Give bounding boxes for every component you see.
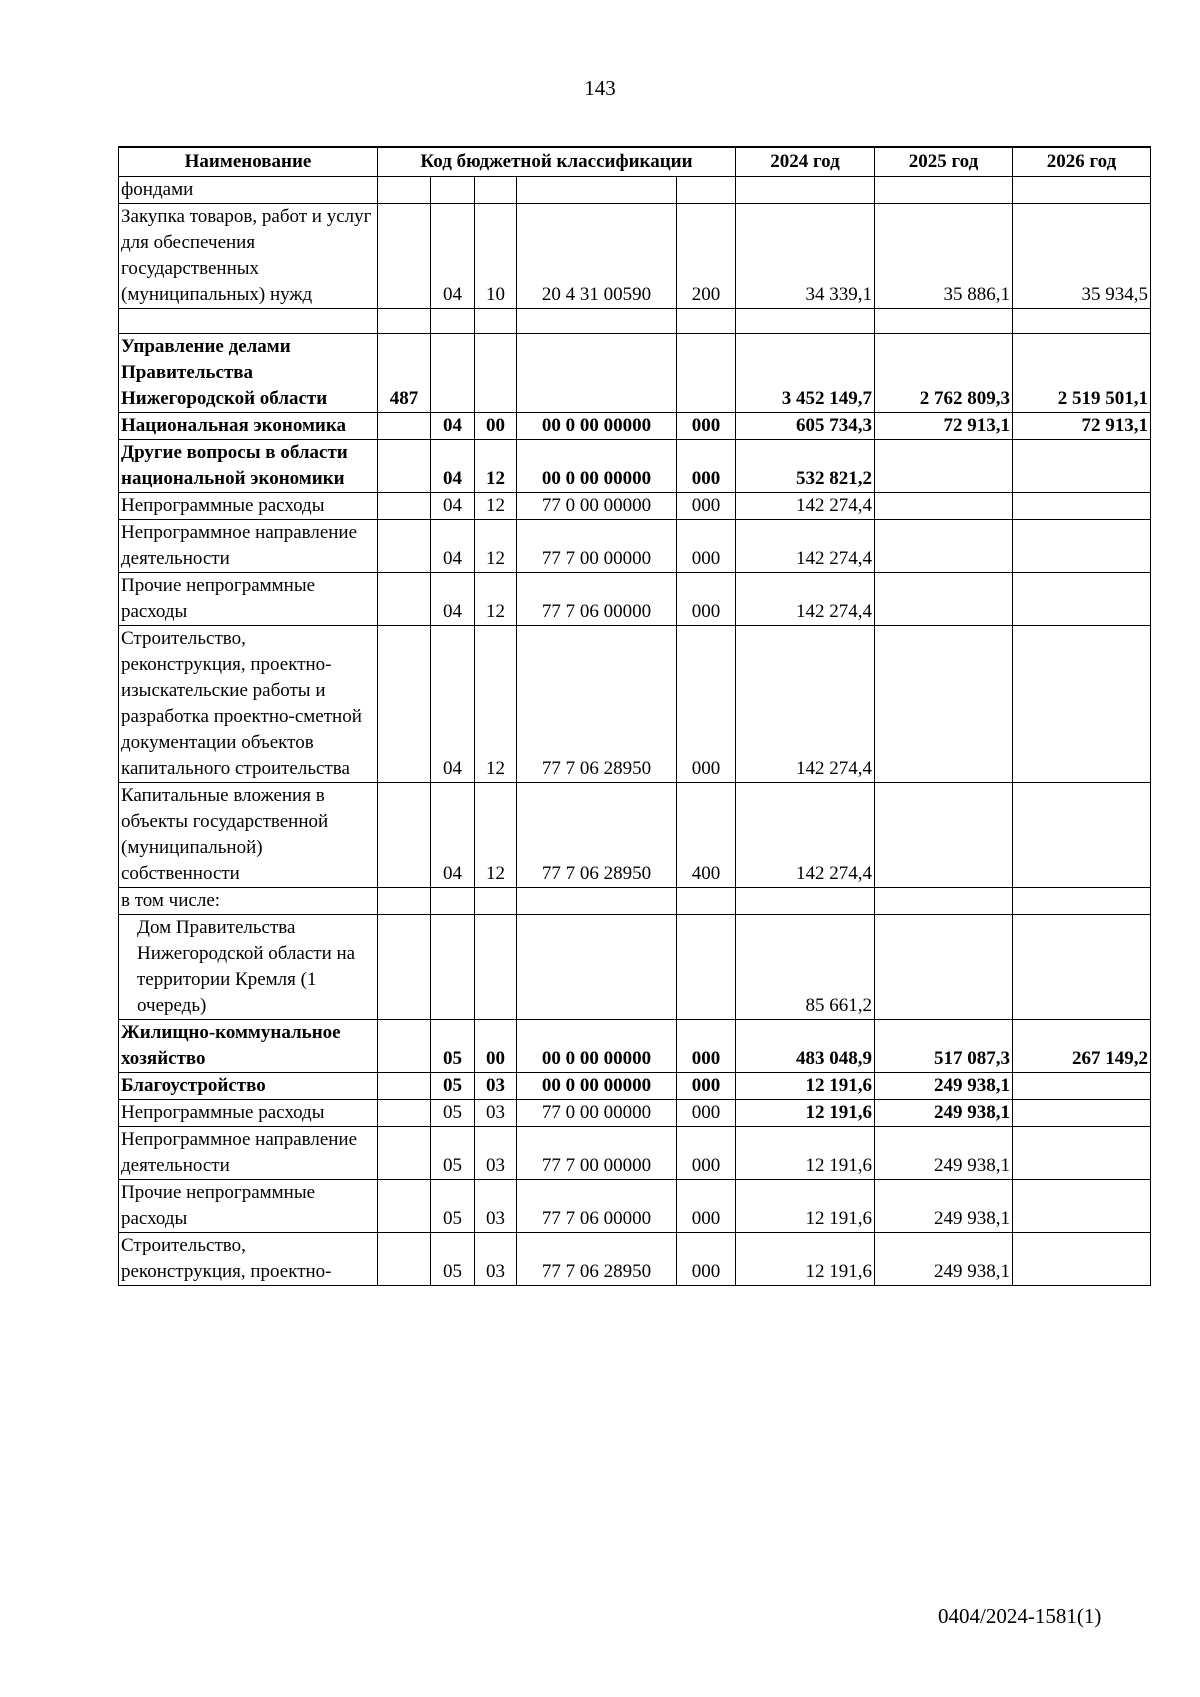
cell-y2024: 142 274,4: [736, 783, 875, 888]
cell-pr: 03: [475, 1127, 517, 1180]
cell-y2026: [1013, 1073, 1151, 1100]
cell-ved: 487: [378, 334, 431, 413]
cell-y2024: [736, 888, 875, 915]
cell-ved: [378, 915, 431, 1020]
cell-ved: [378, 413, 431, 440]
cell-y2025: [875, 177, 1013, 204]
cell-y2026: [1013, 1180, 1151, 1233]
cell-y2025: 2 762 809,3: [875, 334, 1013, 413]
table-row: [119, 1127, 1151, 1180]
cell-y2025: 249 938,1: [875, 1127, 1013, 1180]
table-row: [119, 783, 1151, 888]
cell-name: Дом Правительства Нижегородской области на территории Кремля (1 очередь): [119, 915, 378, 1020]
cell-rz: 04: [431, 520, 475, 573]
cell-y2026: [1013, 309, 1151, 334]
cell-y2025: 249 938,1: [875, 1073, 1013, 1100]
cell-y2024: 12 191,6: [736, 1073, 875, 1100]
table-row: [119, 204, 1151, 309]
cell-y2026: [1013, 493, 1151, 520]
cell-pr: 10: [475, 204, 517, 309]
cell-y2025: [875, 309, 1013, 334]
cell-csr: 00 0 00 00000: [517, 440, 677, 493]
cell-pr: [475, 309, 517, 334]
cell-ved: [378, 783, 431, 888]
header-2024: 2024 год: [736, 147, 875, 177]
cell-y2026: [1013, 1100, 1151, 1127]
cell-ved: [378, 520, 431, 573]
cell-vr: 400: [677, 783, 736, 888]
cell-pr: 00: [475, 413, 517, 440]
cell-ved: [378, 1073, 431, 1100]
cell-rz: [431, 177, 475, 204]
cell-csr: [517, 177, 677, 204]
cell-y2024: 605 734,3: [736, 413, 875, 440]
cell-y2025: [875, 915, 1013, 1020]
cell-pr: 12: [475, 520, 517, 573]
cell-rz: 05: [431, 1020, 475, 1073]
table-row: [119, 334, 1151, 413]
cell-y2026: [1013, 626, 1151, 783]
cell-ved: [378, 177, 431, 204]
header-code: Код бюджетной классификации: [378, 147, 736, 177]
cell-csr: [517, 334, 677, 413]
cell-name: Непрограммные расходы: [119, 1100, 378, 1127]
cell-pr: 03: [475, 1233, 517, 1286]
cell-y2025: [875, 783, 1013, 888]
cell-y2026: 2 519 501,1: [1013, 334, 1151, 413]
cell-y2026: 35 934,5: [1013, 204, 1151, 309]
cell-name: Непрограммное направление деятельности: [119, 520, 378, 573]
cell-csr: [517, 915, 677, 1020]
table-row: [119, 1020, 1151, 1073]
cell-csr: 77 7 06 00000: [517, 573, 677, 626]
cell-y2024: 3 452 149,7: [736, 334, 875, 413]
cell-y2026: [1013, 915, 1151, 1020]
cell-y2026: [1013, 573, 1151, 626]
cell-ved: [378, 440, 431, 493]
cell-pr: 12: [475, 573, 517, 626]
cell-y2025: [875, 888, 1013, 915]
cell-vr: 200: [677, 204, 736, 309]
cell-rz: [431, 309, 475, 334]
table-row: [119, 413, 1151, 440]
cell-ved: [378, 1127, 431, 1180]
cell-csr: 00 0 00 00000: [517, 413, 677, 440]
table-row: [119, 177, 1151, 204]
cell-pr: 12: [475, 783, 517, 888]
cell-y2026: 72 913,1: [1013, 413, 1151, 440]
cell-ved: [378, 1180, 431, 1233]
cell-y2025: [875, 520, 1013, 573]
cell-vr: [677, 915, 736, 1020]
cell-pr: [475, 888, 517, 915]
cell-y2026: 267 149,2: [1013, 1020, 1151, 1073]
cell-y2026: [1013, 520, 1151, 573]
cell-pr: 03: [475, 1180, 517, 1233]
cell-vr: [677, 309, 736, 334]
cell-vr: 000: [677, 1180, 736, 1233]
cell-y2024: 12 191,6: [736, 1127, 875, 1180]
cell-name: Благоустройство: [119, 1073, 378, 1100]
document-code: 0404/2024-1581(1): [938, 1604, 1102, 1628]
cell-csr: [517, 309, 677, 334]
cell-y2024: 12 191,6: [736, 1233, 875, 1286]
header-2025: 2025 год: [875, 147, 1013, 177]
cell-y2024: 142 274,4: [736, 520, 875, 573]
table-header-row: [119, 147, 1151, 177]
cell-pr: 12: [475, 493, 517, 520]
cell-name: Прочие непрограммные расходы: [119, 1180, 378, 1233]
cell-rz: 05: [431, 1233, 475, 1286]
cell-name: Капитальные вложения в объекты государственной (муниципальной) собственности: [119, 783, 378, 888]
cell-y2026: [1013, 783, 1151, 888]
cell-vr: 000: [677, 626, 736, 783]
cell-ved: [378, 573, 431, 626]
cell-y2024: 142 274,4: [736, 626, 875, 783]
cell-pr: 12: [475, 440, 517, 493]
cell-vr: 000: [677, 573, 736, 626]
cell-y2024: 142 274,4: [736, 573, 875, 626]
cell-rz: [431, 888, 475, 915]
cell-y2025: 517 087,3: [875, 1020, 1013, 1073]
cell-rz: 05: [431, 1127, 475, 1180]
cell-csr: 00 0 00 00000: [517, 1020, 677, 1073]
table-row: [119, 1233, 1151, 1286]
cell-rz: 04: [431, 626, 475, 783]
cell-pr: [475, 177, 517, 204]
cell-csr: 20 4 31 00590: [517, 204, 677, 309]
cell-vr: 000: [677, 1073, 736, 1100]
cell-y2025: 249 938,1: [875, 1100, 1013, 1127]
header-2026: 2026 год: [1013, 147, 1151, 177]
cell-rz: 04: [431, 204, 475, 309]
cell-rz: 05: [431, 1073, 475, 1100]
cell-name: Управление делами Правительства Нижегородской области: [119, 334, 378, 413]
cell-rz: 04: [431, 783, 475, 888]
cell-vr: 000: [677, 493, 736, 520]
cell-name: Строительство, реконструкция, проектно-изыскательские работы и разработка проектно-сметной документации объектов капитального строительства: [119, 626, 378, 783]
cell-ved: [378, 626, 431, 783]
cell-y2024: [736, 177, 875, 204]
budget-table: [118, 146, 1151, 1286]
cell-y2026: [1013, 177, 1151, 204]
cell-y2024: 532 821,2: [736, 440, 875, 493]
cell-name: Непрограммные расходы: [119, 493, 378, 520]
cell-ved: [378, 309, 431, 334]
cell-vr: 000: [677, 520, 736, 573]
cell-rz: [431, 334, 475, 413]
cell-vr: 000: [677, 440, 736, 493]
cell-pr: 03: [475, 1100, 517, 1127]
cell-name: Жилищно-коммунальное хозяйство: [119, 1020, 378, 1073]
cell-y2024: 12 191,6: [736, 1100, 875, 1127]
cell-vr: [677, 334, 736, 413]
cell-name: в том числе:: [119, 888, 378, 915]
cell-y2025: [875, 626, 1013, 783]
cell-ved: [378, 888, 431, 915]
cell-csr: 00 0 00 00000: [517, 1073, 677, 1100]
cell-ved: [378, 204, 431, 309]
cell-y2024: 142 274,4: [736, 493, 875, 520]
cell-rz: 04: [431, 573, 475, 626]
cell-vr: 000: [677, 1127, 736, 1180]
cell-name: Национальная экономика: [119, 413, 378, 440]
cell-ved: [378, 493, 431, 520]
table-row: [119, 626, 1151, 783]
cell-y2024: 34 339,1: [736, 204, 875, 309]
cell-pr: [475, 915, 517, 1020]
table-row: [119, 573, 1151, 626]
cell-y2026: [1013, 440, 1151, 493]
table-row: [119, 440, 1151, 493]
table-row: [119, 493, 1151, 520]
cell-y2026: [1013, 888, 1151, 915]
table-row: [119, 1180, 1151, 1233]
cell-csr: 77 7 00 00000: [517, 1127, 677, 1180]
cell-y2025: [875, 493, 1013, 520]
cell-name: Непрограммное направление деятельности: [119, 1127, 378, 1180]
cell-pr: 00: [475, 1020, 517, 1073]
cell-y2025: 72 913,1: [875, 413, 1013, 440]
table-row: [119, 520, 1151, 573]
cell-pr: 03: [475, 1073, 517, 1100]
cell-name: [119, 309, 378, 334]
cell-csr: 77 7 06 28950: [517, 1233, 677, 1286]
cell-ved: [378, 1233, 431, 1286]
cell-rz: 04: [431, 493, 475, 520]
cell-vr: 000: [677, 1233, 736, 1286]
cell-y2025: [875, 440, 1013, 493]
cell-y2024: 85 661,2: [736, 915, 875, 1020]
cell-pr: 12: [475, 626, 517, 783]
header-name: Наименование: [119, 147, 378, 177]
cell-csr: 77 7 00 00000: [517, 520, 677, 573]
table-row: [119, 309, 1151, 334]
cell-csr: [517, 888, 677, 915]
cell-csr: 77 0 00 00000: [517, 1100, 677, 1127]
cell-rz: 04: [431, 440, 475, 493]
cell-y2024: [736, 309, 875, 334]
cell-y2025: 249 938,1: [875, 1233, 1013, 1286]
cell-csr: 77 7 06 28950: [517, 783, 677, 888]
cell-rz: 04: [431, 413, 475, 440]
page-number: 143: [584, 76, 616, 100]
cell-csr: 77 0 00 00000: [517, 493, 677, 520]
cell-csr: 77 7 06 28950: [517, 626, 677, 783]
cell-y2026: [1013, 1233, 1151, 1286]
cell-vr: [677, 888, 736, 915]
table-body: [119, 177, 1151, 1286]
cell-rz: 05: [431, 1100, 475, 1127]
cell-y2026: [1013, 1127, 1151, 1180]
cell-y2024: 483 048,9: [736, 1020, 875, 1073]
table-row: [119, 888, 1151, 915]
cell-y2025: [875, 573, 1013, 626]
cell-vr: 000: [677, 1100, 736, 1127]
cell-name: Другие вопросы в области национальной экономики: [119, 440, 378, 493]
cell-pr: [475, 334, 517, 413]
cell-ved: [378, 1100, 431, 1127]
cell-ved: [378, 1020, 431, 1073]
cell-csr: 77 7 06 00000: [517, 1180, 677, 1233]
cell-name: Строительство, реконструкция, проектно-: [119, 1233, 378, 1286]
cell-y2024: 12 191,6: [736, 1180, 875, 1233]
cell-rz: 05: [431, 1180, 475, 1233]
cell-rz: [431, 915, 475, 1020]
cell-name: фондами: [119, 177, 378, 204]
cell-y2025: 35 886,1: [875, 204, 1013, 309]
table-row: [119, 1100, 1151, 1127]
cell-vr: 000: [677, 1020, 736, 1073]
cell-name: Закупка товаров, работ и услуг для обеспечения государственных (муниципальных) нужд: [119, 204, 378, 309]
cell-vr: [677, 177, 736, 204]
table-row: [119, 1073, 1151, 1100]
cell-y2025: 249 938,1: [875, 1180, 1013, 1233]
table-row: [119, 915, 1151, 1020]
cell-name: Прочие непрограммные расходы: [119, 573, 378, 626]
cell-vr: 000: [677, 413, 736, 440]
